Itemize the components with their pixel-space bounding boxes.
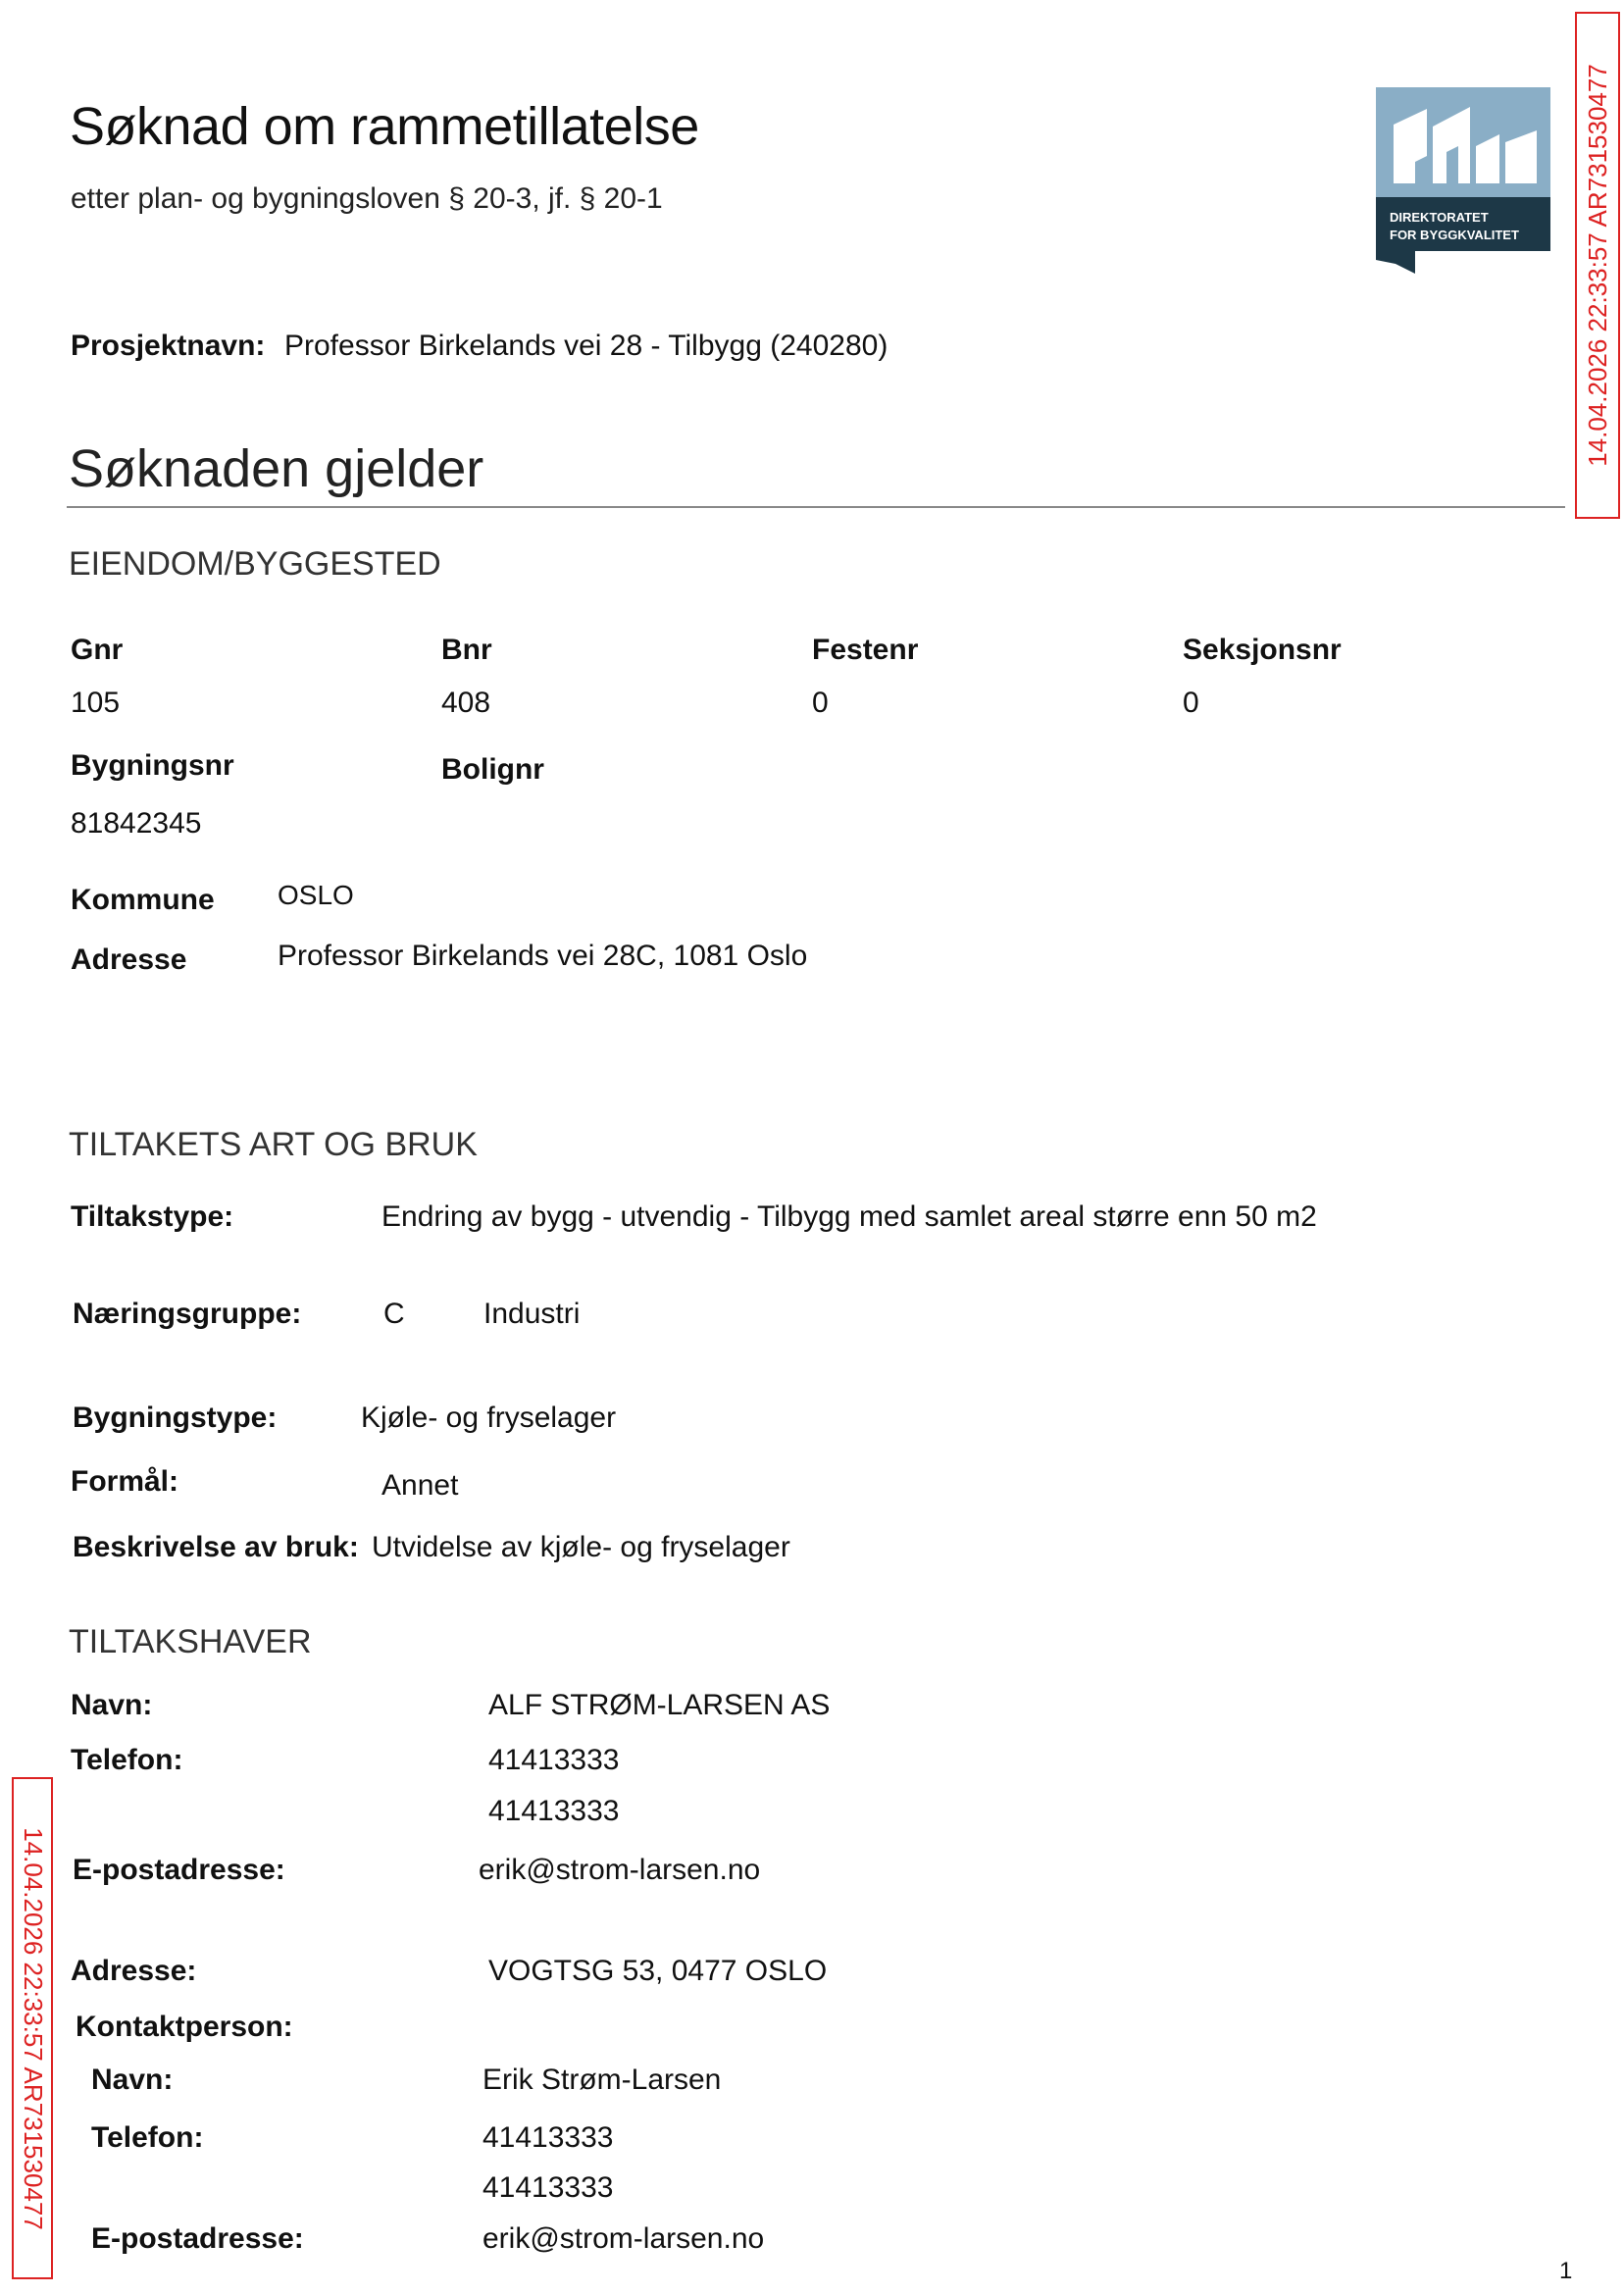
document-title: Søknad om rammetillatelse [70, 97, 699, 156]
owner-epost-value: erik@strom-larsen.no [479, 1854, 761, 1886]
section-divider [67, 506, 1565, 508]
bnr-label: Bnr [441, 634, 492, 666]
seksjonsnr-value: 0 [1183, 687, 1199, 719]
bnr-value: 408 [441, 687, 491, 719]
owner-navn-label: Navn: [71, 1689, 153, 1721]
formal-value: Annet [381, 1469, 459, 1502]
gnr-label: Gnr [71, 634, 124, 666]
kommune-label: Kommune [71, 884, 215, 916]
owner-telefon-label: Telefon: [71, 1744, 183, 1776]
kontakt-epost-label: E-postadresse: [91, 2222, 304, 2255]
project-name: Professor Birkelands vei 28 - Tilbygg (240280) [284, 330, 888, 362]
kommune-value: OSLO [278, 880, 354, 910]
tiltakstype-label: Tiltakstype: [71, 1200, 234, 1233]
owner-adresse-value: VOGTSG 53, 0477 OSLO [488, 1955, 828, 1987]
adresse-label: Adresse [71, 943, 187, 976]
bygningsnr-value: 81842345 [71, 807, 202, 840]
festenr-value: 0 [812, 687, 829, 719]
owner-epost-label: E-postadresse: [73, 1854, 285, 1886]
bygningstype-label: Bygningstype: [73, 1402, 278, 1434]
owner-navn-value: ALF STRØM-LARSEN AS [488, 1689, 831, 1721]
owner-telefon-2: 41413333 [488, 1795, 620, 1827]
received-stamp-top [1575, 12, 1620, 519]
naeringsgruppe-label: Næringsgruppe: [73, 1298, 302, 1330]
owner-adresse-label: Adresse: [71, 1955, 197, 1987]
logo-line-2: FOR BYGGKVALITET [1390, 228, 1519, 242]
logo-line-1: DIREKTORATET [1390, 210, 1489, 225]
kontakt-telefon-1: 41413333 [482, 2121, 614, 2154]
adresse-value: Professor Birkelands vei 28C, 1081 Oslo [278, 940, 808, 972]
naeringsgruppe-code: C [383, 1298, 405, 1330]
owner-heading: TILTAKSHAVER [69, 1623, 312, 1660]
stamp-text: 14.04.2026 22:33:57 AR731530477 [1582, 64, 1612, 467]
owner-telefon-1: 41413333 [488, 1744, 620, 1776]
kontakt-navn-label: Navn: [91, 2064, 174, 2096]
property-heading: EIENDOM/BYGGESTED [69, 545, 441, 583]
project-label: Prosjektnavn: [71, 330, 266, 362]
section-title: Søknaden gjelder [69, 439, 484, 498]
beskrivelse-label: Beskrivelse av bruk: [73, 1531, 359, 1563]
tiltakstype-value: Endring av bygg - utvendig - Tilbygg med samlet areal større enn 50 m2 [381, 1200, 1317, 1233]
logo-graphic [1376, 87, 1550, 274]
kontakt-navn-value: Erik Strøm-Larsen [482, 2064, 722, 2096]
formal-label: Formål: [71, 1465, 179, 1498]
page-number: 1 [1559, 2258, 1573, 2284]
bygningsnr-label: Bygningsnr [71, 749, 234, 782]
kontakt-telefon-2: 41413333 [482, 2171, 614, 2204]
kontaktperson-label: Kontaktperson: [76, 2011, 293, 2043]
bygningstype-value: Kjøle- og fryselager [361, 1402, 617, 1434]
dibk-logo [1376, 87, 1550, 274]
bolignr-label: Bolignr [441, 753, 544, 786]
festenr-label: Festenr [812, 634, 919, 666]
naeringsgruppe-value: Industri [483, 1298, 581, 1330]
stamp-text: 14.04.2026 22:33:57 AR731530477 [18, 1826, 48, 2230]
kontakt-telefon-label: Telefon: [91, 2121, 204, 2154]
received-stamp-left [12, 1777, 53, 2279]
gnr-value: 105 [71, 687, 121, 719]
seksjonsnr-label: Seksjonsnr [1183, 634, 1342, 666]
document-subtitle: etter plan- og bygningsloven § 20-3, jf. § 20-1 [71, 182, 663, 215]
beskrivelse-value: Utvidelse av kjøle- og fryselager [372, 1531, 790, 1563]
kontakt-epost-value: erik@strom-larsen.no [482, 2222, 765, 2255]
measure-heading: TILTAKETS ART OG BRUK [69, 1126, 478, 1163]
